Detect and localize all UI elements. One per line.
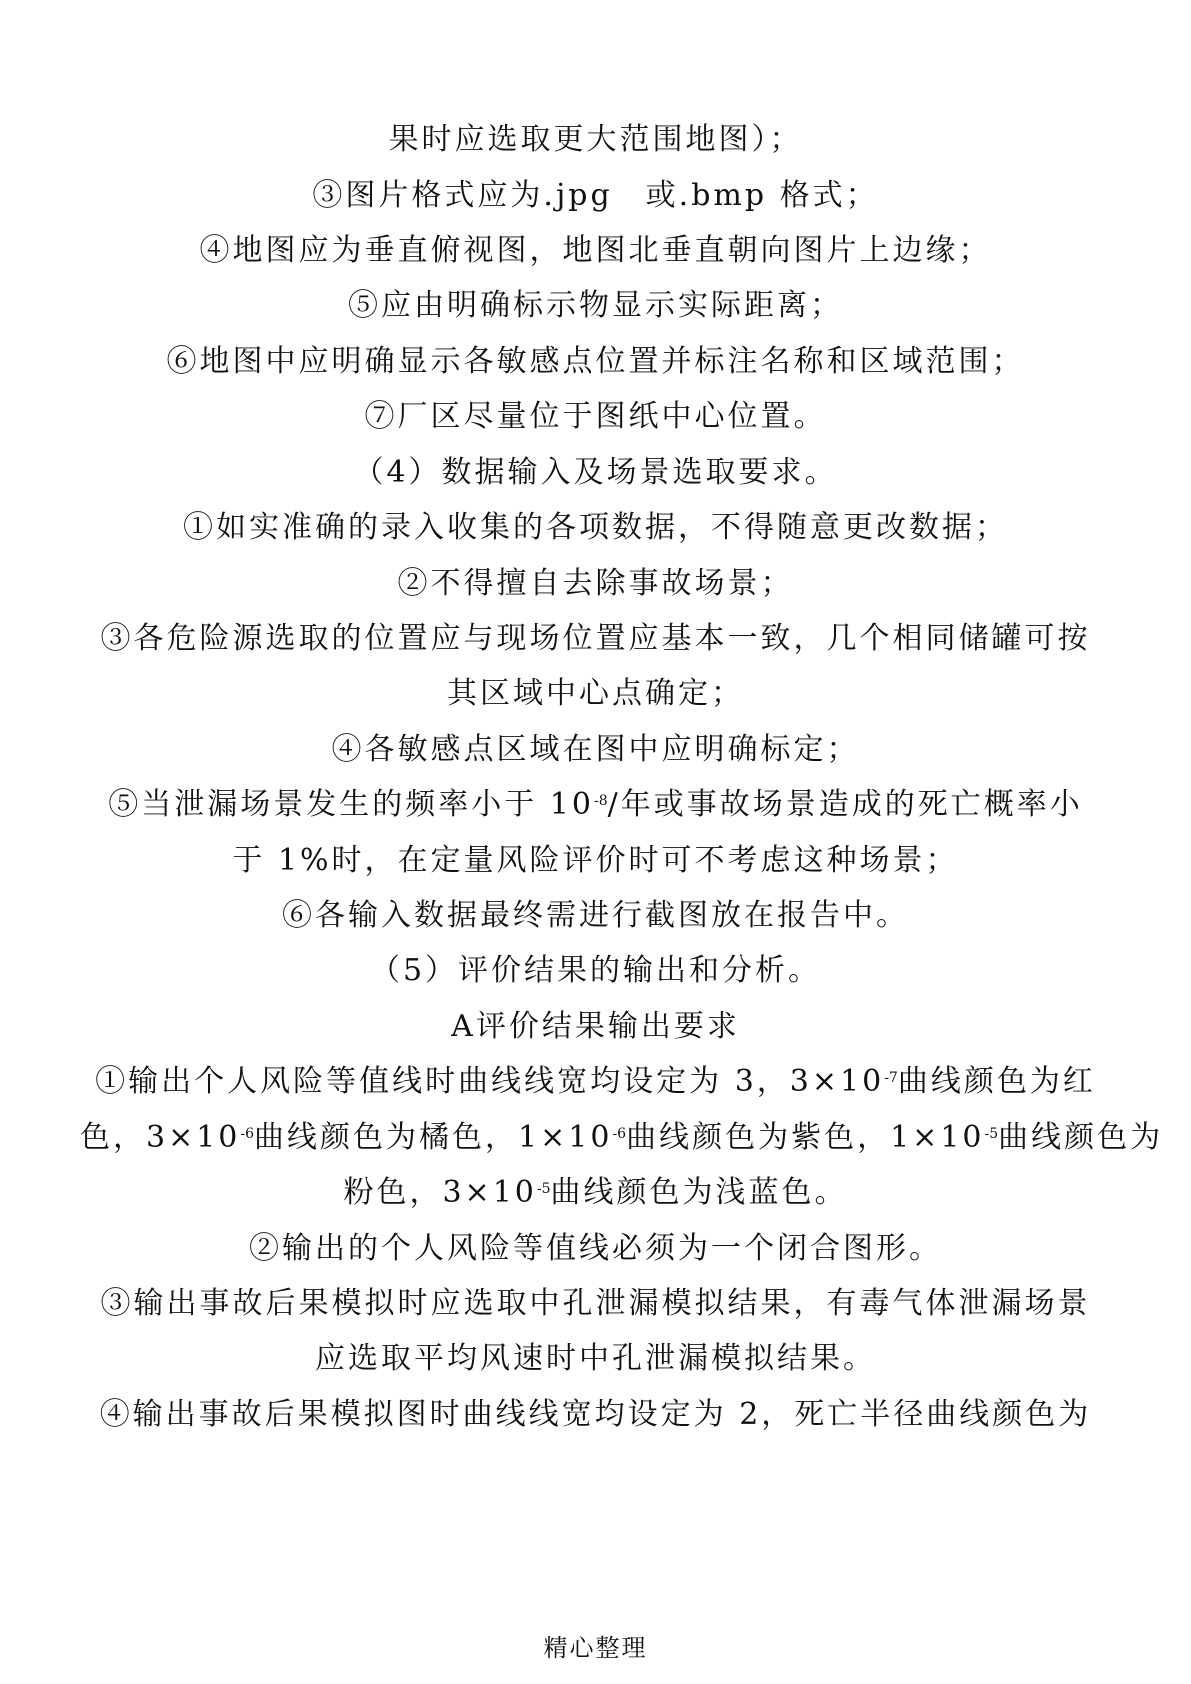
subsection-heading: A评价结果输出要求 <box>451 1009 740 1044</box>
text-line: ③图片格式应为.jpg 或.bmp 格式； <box>312 178 879 213</box>
text-fragment: ①输出个人风险等值线时曲线线宽均设定为 3，3×10 <box>95 1064 885 1099</box>
text-line: 应选取平均风速时中孔泄漏模拟结果。 <box>315 1341 876 1376</box>
exponent: -6 <box>240 1126 255 1142</box>
exponent: -6 <box>612 1126 627 1142</box>
text-fragment: 曲线颜色为浅蓝色。 <box>550 1175 848 1210</box>
section-heading: （5）评价结果的输出和分析。 <box>369 953 822 988</box>
text-line: ④输出事故后果模拟图时曲线线宽均设定为 2，死亡半径曲线颜色为 <box>99 1397 1092 1432</box>
text-fragment: 色，3×10 <box>80 1120 241 1155</box>
text-line: ③各危险源选取的位置应与现场位置应基本一致，几个相同储罐可按 <box>100 621 1091 656</box>
text-line: ④地图应为垂直俯视图，地图北垂直朝向图片上边缘； <box>199 233 992 268</box>
text-line <box>80 1062 1111 1102</box>
text-line: ⑥地图中应明确显示各敏感点位置并标注名称和区域范围； <box>166 344 1025 379</box>
text-line: 于 1%时，在定量风险评价时可不考虑这种场景； <box>232 843 959 878</box>
text-fragment: ⑤当泄漏场景发生的频率小于 10 <box>108 787 594 822</box>
exponent: -5 <box>536 1181 551 1197</box>
text-line: ⑦厂区尽量位于图纸中心位置。 <box>364 399 827 434</box>
page-footer: 精心整理 <box>543 1634 648 1662</box>
text-line: ④各敏感点区域在图中应明确标定； <box>331 732 860 767</box>
text-fragment: 曲线颜色为橘色，1×10 <box>254 1120 613 1155</box>
exponent: -7 <box>884 1070 898 1086</box>
text-fragment: 曲线颜色为 <box>998 1120 1164 1155</box>
text-line: 其区域中心点确定； <box>447 676 744 711</box>
text-line: 果时应选取更大范围地图）； <box>388 122 803 157</box>
text-line <box>80 1118 1164 1158</box>
exponent: -8 <box>593 793 608 809</box>
text-fragment: 粉色，3×10 <box>343 1175 537 1210</box>
text-line: ⑥各输入数据最终需进行截图放在报告中。 <box>282 898 909 933</box>
text-fragment: /年或事故场景造成的死亡概率小 <box>607 787 1083 822</box>
exponent: -5 <box>984 1126 999 1142</box>
text-line: ②不得擅自去除事故场景； <box>397 566 794 601</box>
text-line <box>80 1173 1111 1213</box>
section-heading: （4）数据输入及场景选取要求。 <box>353 455 838 490</box>
text-line: ②输出的个人风险等值线必须为一个闭合图形。 <box>249 1231 942 1266</box>
text-line: ①如实准确的录入收集的各项数据，不得随意更改数据； <box>183 510 1008 545</box>
text-fragment: 曲线颜色为紫色，1×10 <box>626 1120 985 1155</box>
text-line <box>80 785 1111 825</box>
text-line: ⑤应由明确标示物显示实际距离； <box>348 288 843 323</box>
text-line: ③输出事故后果模拟时应选取中孔泄漏模拟结果，有毒气体泄漏场景 <box>100 1286 1091 1321</box>
text-fragment: 曲线颜色为红 <box>897 1064 1096 1099</box>
